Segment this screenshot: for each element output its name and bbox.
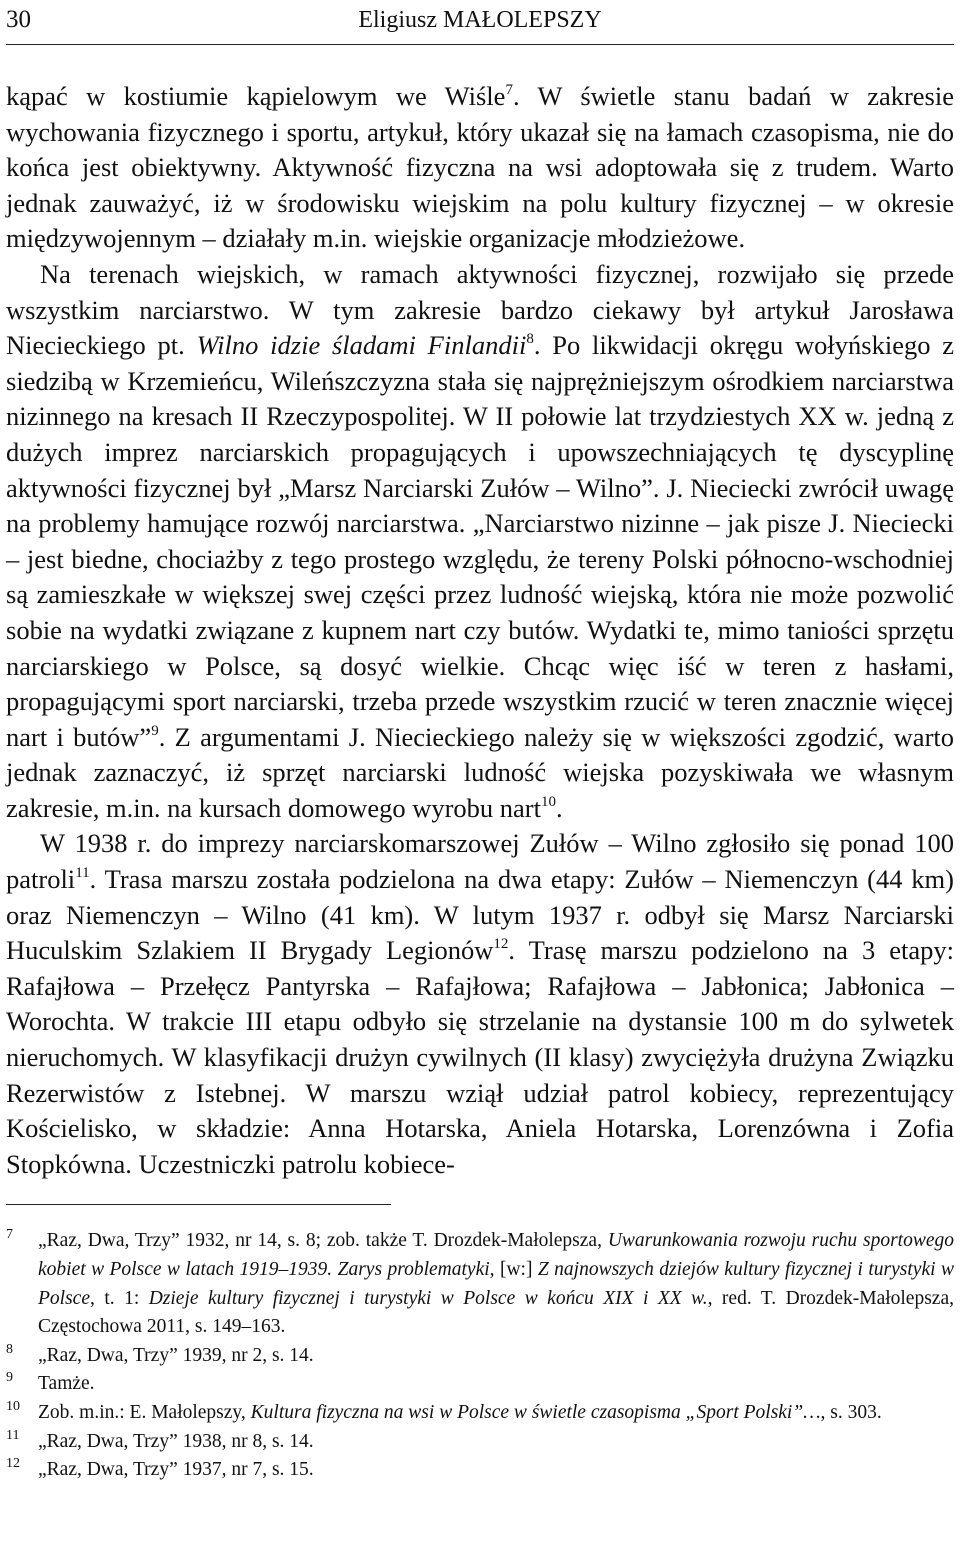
footnote-ref[interactable]: 12 bbox=[493, 936, 509, 953]
footnote-number: 10 bbox=[6, 1398, 20, 1414]
text-run: Tamże. bbox=[38, 1373, 95, 1395]
text-run: „Raz, Dwa, Trzy” 1932, nr 14, s. 8; zob. także T. Drozdek-Małolepsza, bbox=[38, 1230, 608, 1252]
text-run: , t. 1: bbox=[89, 1287, 149, 1309]
footnote-number: 9 bbox=[6, 1370, 13, 1386]
footnote-ref[interactable]: 7 bbox=[505, 82, 513, 98]
running-head: Eligiusz MAŁOLEPSZY bbox=[358, 7, 602, 33]
text-run: „Raz, Dwa, Trzy” 1937, nr 7, s. 15. bbox=[38, 1459, 314, 1481]
page-header bbox=[6, 4, 954, 45]
footnote-12 bbox=[6, 1456, 954, 1485]
paragraph bbox=[6, 257, 954, 827]
footnote-10 bbox=[6, 1399, 954, 1428]
page-number: 30 bbox=[6, 6, 31, 33]
text-run: kąpać w kostiumie kąpielowym we Wiśle bbox=[6, 81, 506, 111]
footnote-number: 8 bbox=[6, 1341, 13, 1357]
footnote-ref[interactable]: 8 bbox=[526, 331, 534, 348]
footnote-7 bbox=[6, 1227, 954, 1341]
article-title: Wilno idzie śladami Finlandii bbox=[196, 330, 527, 361]
text-run: W 1938 r. do imprezy narciarskomarszowej Zułów – Wilno zgłosiło się ponad 100 patroli bbox=[6, 828, 954, 895]
footnote-number: 12 bbox=[6, 1456, 20, 1472]
footnote-number: 7 bbox=[6, 1227, 13, 1243]
footnote-9 bbox=[6, 1370, 954, 1399]
text-run: , s. 303. bbox=[820, 1401, 882, 1423]
text-run: Na terenach wiejskich, w ramach aktywności fizycznej, rozwijało się przede wszystkim narciarstwo. W tym zakresie bardzo ciekawy był artykuł Jarosława Niecieckiego pt. bbox=[6, 258, 954, 361]
cited-title: Uwarunkowania rozwoju ruchu sportowego kobiet w Polsce w latach 1919–1939. Zarys problematyki bbox=[38, 1230, 954, 1280]
footnote-ref[interactable]: 10 bbox=[541, 793, 556, 810]
footnote-ref[interactable]: 11 bbox=[75, 865, 90, 882]
text-run: . Z argumentami J. Niecieckiego należy się w większości zgodzić, warto jednak zaznaczyć, iż sprzęt narciarski ludność wiejska pozyskiwała we własnym zakresie, m.in. na kursach domowego wyrobu nart bbox=[6, 721, 955, 823]
text-run: , [w:] bbox=[489, 1259, 538, 1280]
footnote-separator bbox=[6, 1204, 391, 1205]
text-run: . bbox=[556, 792, 563, 823]
footnote-8 bbox=[6, 1342, 954, 1371]
text-run: . Trasa marszu została podzielona na dwa etapy: Zułów – Niemenczyn (44 km) oraz Niemenczyn – Wilno (41 km). W lutym 1937 r. odbył się Marsz Narciarski Huculskim Szlakiem II Brygady Legionów bbox=[6, 864, 954, 966]
footnote-ref[interactable]: 9 bbox=[151, 722, 159, 739]
cited-title: Kultura fizyczna na wsi w Polsce w świetle czasopisma „Sport Polski”… bbox=[250, 1401, 821, 1423]
paragraph bbox=[6, 79, 954, 257]
text-run: Zob. m.in.: E. Małolepszy, bbox=[38, 1401, 251, 1423]
paragraph bbox=[6, 826, 954, 1182]
body-text bbox=[6, 79, 954, 1182]
text-run: , red. T. Drozdek-Małolepsza, Częstochowa 2011, s. 149–163. bbox=[38, 1287, 954, 1338]
text-run: „Raz, Dwa, Trzy” 1938, nr 8, s. 14. bbox=[38, 1430, 314, 1452]
footnote-number: 11 bbox=[6, 1427, 20, 1443]
text-run: . Trasę marszu podzielono na 3 etapy: Rafajłowa – Przełęcz Pantyrska – Rafajłowa; Rafajłowa – Jabłonica; Jabłonica – Worochta. W trakcie III etapu odbyło się strzelanie na dystansie 100 m do sylwetek nieruchomych. W klasyfikacji drużyn cywilnych (II klasy) zwyciężyła drużyna Związku Rezerwistów z Istebnej. W marszu wziął udział patrol kobiecy, reprezentujący Kościelisko, w składzie: Anna Hotarska, Aniela Hotarska, Lorenzówna i Zofia Stopkówna. Uczestniczki patrolu kobiece- bbox=[6, 935, 954, 1179]
text-run: „Raz, Dwa, Trzy” 1939, nr 2, s. 14. bbox=[38, 1344, 314, 1366]
text-run: . Po likwidacji okręgu wołyńskiego z siedzibą w Krzemieńcu, Wileńszczyzna stała się najprężniejszym ośrodkiem narciarstwa nizinnego na kresach II Rzeczypospolitej. W II połowie lat trzydziestych XX w. jedną z dużych imprez narciarskich propagujących i upowszechniających tę dyscyplinę aktywności fizycznej był „Marsz Narciarski Zułów – Wilno”. J. Nieciecki zwrócił uwagę na problemy hamujące rozwój narciarstwa. „Narciarstwo nizinne – jak pisze J. Niecіecki – jest biedne, chociażby z tego prostego względu, że tereny Polski północno-wschodniej są zamieszkałe w większej swej części przez ludność wiejską, która nie może pozwolić sobie na wydatki związane z kupnem nart czy butów. Wydatki te, mimo taniości sprzętu narciarskiego w Polsce, są dosyć wielkie. Chcąc więc iść w teren z hasłami, propagującymi sport narciarski, trzeba przede wszystkim rzucić w teren znacznie więcej nart i butów” bbox=[6, 330, 955, 752]
cited-title: Dzieje kultury fizycznej i turystyki w Polsce w końcu XIX i XX w. bbox=[148, 1287, 708, 1309]
text-run: . W świetle stanu badań w zakresie wychowania fizycznego i sportu, artykuł, który ukazał się na łamach czasopisma, nie do końca jest obiektywny. Aktywność fizyczna na wsi adoptowała się z trudem. Warto jednak zauważyć, iż w środowisku wiejskim na polu kultury fizycznej – w okresie międzywojennym – działały m.in. wiejskie organizacje młodzieżowe. bbox=[6, 81, 954, 254]
footnotes bbox=[6, 1227, 954, 1484]
footnote-11 bbox=[6, 1428, 954, 1457]
document-page bbox=[6, 0, 954, 1485]
cited-title: Z najnowszych dziejów kultury fizycznej i turystyki w Polsce bbox=[38, 1259, 954, 1309]
